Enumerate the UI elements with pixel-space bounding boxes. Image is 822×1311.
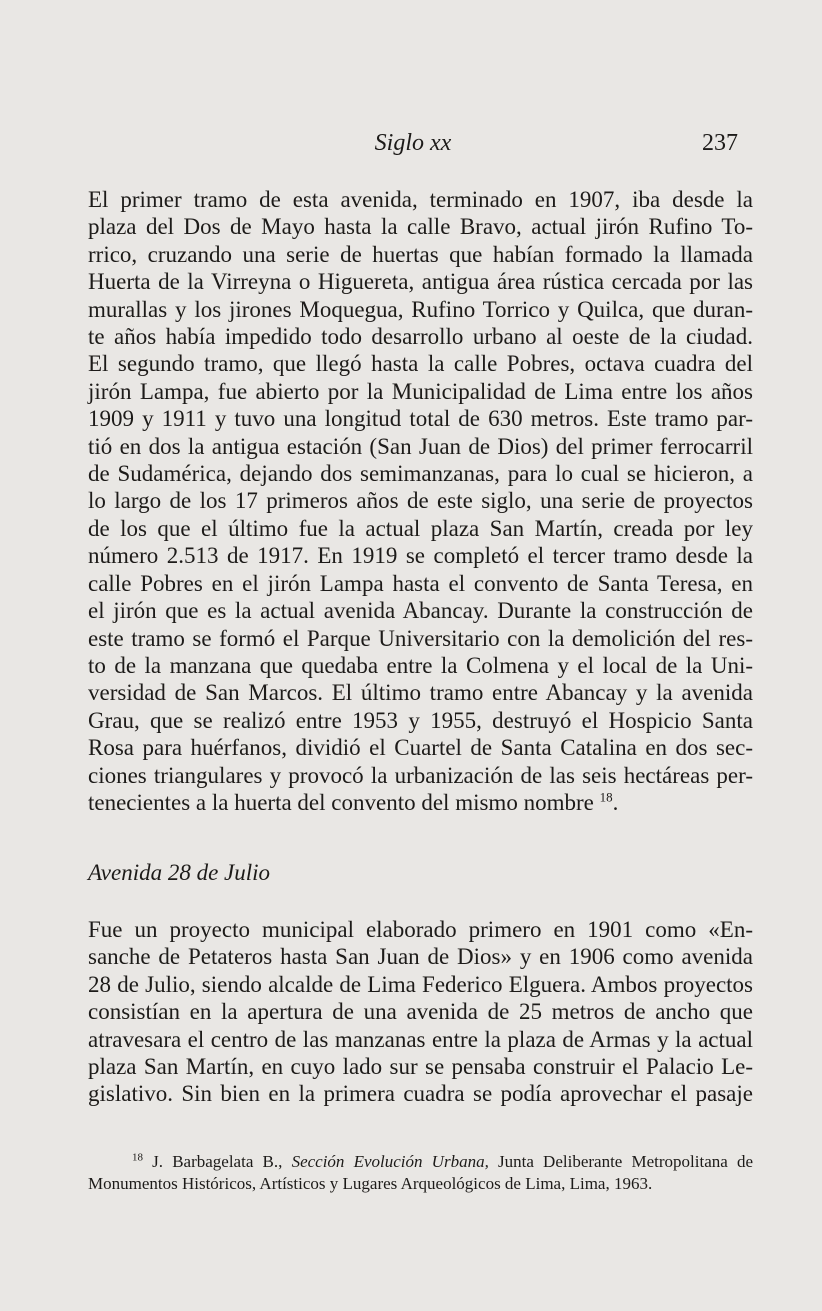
section-heading: Avenida 28 de Julio [88,860,271,885]
text-line-last [88,789,753,816]
text-line: Grau, que se realizó entre 1953 y 1955, destruyó el Hospicio Santa [88,707,753,733]
text-line: Huerta de la Virreyna o Higuereta, antigua área rústica cercada por las [88,269,753,295]
text-line: atravesara el centro de las manzanas entre la plaza de Armas y la actual [88,1026,753,1052]
text-line: gislativo. Sin bien en la primera cuadra se podía aprovechar el pasaje [88,1081,753,1107]
text-line: Rosa para huérfanos, dividió el Cuartel de Santa Catalina en dos sec- [88,735,753,761]
text-line: ciones triangulares y provocó la urbanización de las seis hectáreas per- [88,762,753,788]
text-line: plaza del Dos de Mayo hasta la calle Bravo, actual jirón Rufino To- [88,214,753,240]
footnote-title: Sección Evolución Urbana, [291,1152,489,1171]
running-head [88,128,738,158]
text-line: El segundo tramo, que llegó hasta la calle Pobres, octava cuadra del [88,351,753,377]
last-line-text: tenecientes a la huerta del convento del mismo nombre [88,789,594,815]
footnote-number: 18 [132,1151,143,1164]
footnote [88,1151,753,1195]
paragraph-2 [88,916,753,1108]
text-line: 28 de Julio, siendo alcalde de Lima Federico Elguera. Ambos proyectos [88,971,753,997]
paragraph-1 [88,186,753,816]
text-line: Fue un proyecto municipal elaborado primero en 1901 como «En- [88,917,753,942]
text-line: de los que el último fue la actual plaza San Martín, creada por ley [88,515,753,541]
page-number: 237 [702,130,738,156]
text-line: calle Pobres en el jirón Lampa hasta el convento de Santa Teresa, en [88,570,753,596]
closing-punctuation: . [612,789,619,815]
footnote-rest: Junta Deliberante Metropolitana de [498,1152,754,1171]
text-line: to de la manzana que quedaba entre la Colmena y el local de la Uni- [88,652,753,678]
footnote-author: J. Barbagelata B., [152,1152,283,1171]
text-line: murallas y los jirones Moquegua, Rufino Torrico y Quilca, que duran- [88,296,753,322]
footnote-line-last: Monumentos Históricos, Artísticos y Lugares Arqueológicos de Lima, Lima, 1963. [88,1174,653,1193]
text-line: rrico, cruzando una serie de huertas que habían formado la llamada [88,241,753,267]
text-line: de Sudamérica, dejando dos semimanzanas, para lo cual se hicieron, a [88,461,753,487]
text-line: el jirón que es la actual avenida Abancay. Durante la construcción de [88,598,753,624]
text-line: El primer tramo de esta avenida, terminado en 1907, iba desde la [88,187,753,212]
text-line: plaza San Martín, en cuyo lado sur se pensaba construir el Palacio Le- [88,1054,753,1080]
text-line: 1909 y 1911 y tuvo una longitud total de 630 metros. Este tramo par- [88,406,753,432]
text-line: tió en dos la antigua estación (San Juan de Dios) del primer ferrocarril [88,433,753,459]
text-line: sanche de Petateros hasta San Juan de Dios» y en 1906 como avenida [88,944,753,970]
running-title: Siglo xx [374,130,452,156]
text-line: te años había impedido todo desarrollo urbano al oeste de la ciudad. [88,324,753,350]
text-line: este tramo se formó el Parque Universitario con la demolición del res- [88,625,753,651]
text-line: consistían en la apertura de una avenida de 25 metros de ancho que [88,999,753,1025]
text-line: jirón Lampa, fue abierto por la Municipalidad de Lima entre los años [88,378,753,404]
footnote-line [88,1151,753,1173]
text-line: versidad de San Marcos. El último tramo entre Abancay y la avenida [88,680,753,706]
text-line: número 2.513 de 1917. En 1919 se completó el tercer tramo desde la [88,543,753,569]
footnote-reference: 18 [599,789,613,805]
text-line: lo largo de los 17 primeros años de este siglo, una serie de proyectos [88,488,753,514]
